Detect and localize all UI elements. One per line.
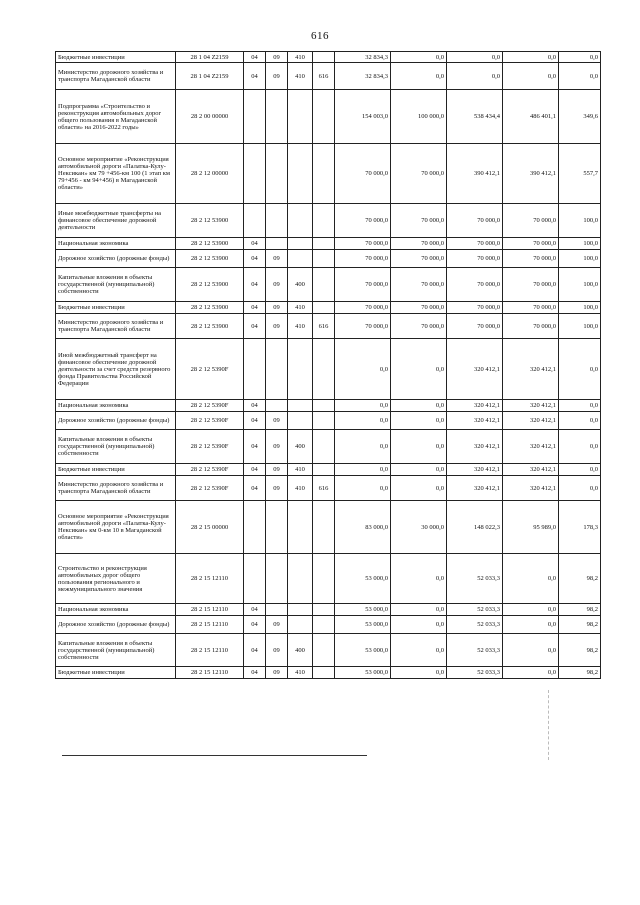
- row-value-4: 0,0: [503, 554, 559, 604]
- row-manager-code: [313, 604, 335, 616]
- row-value-1: 32 834,3: [335, 52, 391, 63]
- row-percent: 100,0: [559, 268, 601, 302]
- row-percent: 0,0: [559, 52, 601, 63]
- row-code: 28 2 12 53900: [176, 314, 244, 339]
- row-value-3: 52 033,3: [447, 634, 503, 667]
- row-percent: 100,0: [559, 314, 601, 339]
- table-row: [56, 302, 601, 314]
- row-expense-type: 410: [288, 667, 313, 679]
- row-manager-code: 616: [313, 476, 335, 501]
- row-name: Основное мероприятие «Реконструкция автомобильной дороги «Палатка-Кулу-Нексикан» км 0-км 10 в Магаданской области»: [56, 501, 176, 554]
- row-name: Бюджетные инвестиции: [56, 667, 176, 679]
- row-value-3: 52 033,3: [447, 604, 503, 616]
- row-value-1: 0,0: [335, 464, 391, 476]
- row-value-4: 0,0: [503, 634, 559, 667]
- table-row: [56, 464, 601, 476]
- row-name: Министерство дорожного хозяйства и транспорта Магаданской области: [56, 314, 176, 339]
- row-section: 04: [244, 430, 266, 464]
- row-expense-type: [288, 554, 313, 604]
- row-name: Дорожное хозяйство (дорожные фонды): [56, 616, 176, 634]
- row-name: Капитальные вложения в объекты государственной (муниципальной) собственности: [56, 430, 176, 464]
- row-value-3: 320 412,1: [447, 400, 503, 412]
- row-expense-type: 410: [288, 314, 313, 339]
- row-value-3: 390 412,1: [447, 144, 503, 204]
- row-value-2: 30 000,0: [391, 501, 447, 554]
- row-code: 28 2 15 12110: [176, 554, 244, 604]
- row-code: 28 2 15 00000: [176, 501, 244, 554]
- row-section: 04: [244, 476, 266, 501]
- row-percent: 100,0: [559, 250, 601, 268]
- row-section: 04: [244, 63, 266, 90]
- row-value-2: 0,0: [391, 412, 447, 430]
- row-section: [244, 90, 266, 144]
- row-value-2: 0,0: [391, 667, 447, 679]
- row-value-4: 320 412,1: [503, 430, 559, 464]
- row-section: 04: [244, 250, 266, 268]
- row-section: 04: [244, 412, 266, 430]
- row-code: 28 2 00 00000: [176, 90, 244, 144]
- row-subsection: 09: [266, 268, 288, 302]
- row-manager-code: [313, 144, 335, 204]
- table-row: [56, 52, 601, 63]
- row-value-3: 320 412,1: [447, 412, 503, 430]
- row-code: 28 2 12 53900: [176, 238, 244, 250]
- row-manager-code: [313, 250, 335, 268]
- row-subsection: 09: [266, 302, 288, 314]
- row-value-3: 70 000,0: [447, 204, 503, 238]
- table-row: [56, 314, 601, 339]
- row-value-1: 53 000,0: [335, 554, 391, 604]
- row-subsection: [266, 238, 288, 250]
- row-subsection: 09: [266, 52, 288, 63]
- table-row: [56, 430, 601, 464]
- row-section: 04: [244, 634, 266, 667]
- row-expense-type: 410: [288, 302, 313, 314]
- row-value-4: 95 989,0: [503, 501, 559, 554]
- table-row: [56, 400, 601, 412]
- row-percent: 349,6: [559, 90, 601, 144]
- row-code: 28 2 12 53900: [176, 268, 244, 302]
- row-value-3: 148 022,3: [447, 501, 503, 554]
- row-code: 28 2 12 53900: [176, 302, 244, 314]
- row-name: Дорожное хозяйство (дорожные фонды): [56, 412, 176, 430]
- row-value-2: 0,0: [391, 476, 447, 501]
- row-value-1: 32 834,3: [335, 63, 391, 90]
- row-subsection: 09: [266, 616, 288, 634]
- row-value-2: 0,0: [391, 616, 447, 634]
- row-manager-code: [313, 464, 335, 476]
- row-value-2: 70 000,0: [391, 250, 447, 268]
- table-row: [56, 63, 601, 90]
- table-row: [56, 144, 601, 204]
- row-expense-type: [288, 238, 313, 250]
- row-expense-type: 410: [288, 464, 313, 476]
- row-percent: 0,0: [559, 412, 601, 430]
- row-manager-code: [313, 339, 335, 400]
- row-value-2: 0,0: [391, 430, 447, 464]
- row-section: [244, 204, 266, 238]
- row-section: 04: [244, 314, 266, 339]
- row-value-1: 70 000,0: [335, 238, 391, 250]
- row-value-2: 0,0: [391, 400, 447, 412]
- row-name: Национальная экономика: [56, 604, 176, 616]
- row-value-1: 70 000,0: [335, 302, 391, 314]
- row-value-4: 0,0: [503, 63, 559, 90]
- row-expense-type: 410: [288, 476, 313, 501]
- row-value-1: 53 000,0: [335, 604, 391, 616]
- row-expense-type: [288, 501, 313, 554]
- row-section: [244, 339, 266, 400]
- row-name: Строительство и реконструкция автомобильных дорог общего пользования регионального и межмуниципального значения: [56, 554, 176, 604]
- row-percent: 98,2: [559, 667, 601, 679]
- row-expense-type: [288, 144, 313, 204]
- row-manager-code: [313, 616, 335, 634]
- row-subsection: [266, 90, 288, 144]
- row-expense-type: [288, 339, 313, 400]
- row-section: 04: [244, 604, 266, 616]
- row-subsection: 09: [266, 430, 288, 464]
- row-value-4: 486 401,1: [503, 90, 559, 144]
- row-section: [244, 144, 266, 204]
- row-value-3: 70 000,0: [447, 238, 503, 250]
- row-value-3: 70 000,0: [447, 314, 503, 339]
- row-percent: 100,0: [559, 238, 601, 250]
- row-code: 28 2 12 5390F: [176, 430, 244, 464]
- row-subsection: [266, 501, 288, 554]
- row-percent: 0,0: [559, 476, 601, 501]
- row-manager-code: [313, 634, 335, 667]
- budget-table: [55, 51, 601, 679]
- row-subsection: 09: [266, 63, 288, 90]
- row-code: 28 2 12 53900: [176, 204, 244, 238]
- row-value-3: 320 412,1: [447, 464, 503, 476]
- page-number: 616: [311, 30, 329, 42]
- row-value-2: 70 000,0: [391, 144, 447, 204]
- row-value-4: 320 412,1: [503, 476, 559, 501]
- row-percent: 98,2: [559, 604, 601, 616]
- row-value-4: 70 000,0: [503, 314, 559, 339]
- row-value-2: 70 000,0: [391, 314, 447, 339]
- row-manager-code: [313, 302, 335, 314]
- row-name: Министерство дорожного хозяйства и транспорта Магаданской области: [56, 63, 176, 90]
- row-name: Бюджетные инвестиции: [56, 464, 176, 476]
- row-value-2: 70 000,0: [391, 302, 447, 314]
- row-manager-code: [313, 238, 335, 250]
- table-row: [56, 667, 601, 679]
- row-value-3: 320 412,1: [447, 476, 503, 501]
- row-name: Дорожное хозяйство (дорожные фонды): [56, 250, 176, 268]
- row-section: 04: [244, 400, 266, 412]
- row-name: Национальная экономика: [56, 400, 176, 412]
- row-value-4: 70 000,0: [503, 268, 559, 302]
- row-code: 28 2 12 5390F: [176, 400, 244, 412]
- row-subsection: [266, 604, 288, 616]
- row-expense-type: [288, 604, 313, 616]
- row-value-1: 70 000,0: [335, 144, 391, 204]
- row-value-4: 0,0: [503, 616, 559, 634]
- row-section: 04: [244, 302, 266, 314]
- row-code: 28 2 15 12110: [176, 667, 244, 679]
- row-value-2: 70 000,0: [391, 204, 447, 238]
- row-name: Основное мероприятие «Реконструкция автомобильной дороги «Палатка-Кулу-Нексикан» км 79 +456-км 100 (1 этап км 79+456 - км 94+456) в Магаданской области»: [56, 144, 176, 204]
- row-value-2: 0,0: [391, 464, 447, 476]
- row-section: 04: [244, 268, 266, 302]
- table-row: [56, 238, 601, 250]
- row-value-4: 390 412,1: [503, 144, 559, 204]
- row-percent: 98,2: [559, 616, 601, 634]
- row-section: 04: [244, 238, 266, 250]
- table-row: [56, 412, 601, 430]
- table-row: [56, 90, 601, 144]
- row-name: Капитальные вложения в объекты государственной (муниципальной) собственности: [56, 268, 176, 302]
- row-value-2: 70 000,0: [391, 238, 447, 250]
- row-subsection: 09: [266, 464, 288, 476]
- footer-rule: [62, 755, 367, 756]
- row-value-3: 538 434,4: [447, 90, 503, 144]
- row-value-2: 0,0: [391, 604, 447, 616]
- row-name: Национальная экономика: [56, 238, 176, 250]
- row-value-4: 320 412,1: [503, 339, 559, 400]
- row-value-1: 0,0: [335, 339, 391, 400]
- row-percent: 98,2: [559, 554, 601, 604]
- row-value-4: 320 412,1: [503, 464, 559, 476]
- row-section: 04: [244, 667, 266, 679]
- row-expense-type: 410: [288, 63, 313, 90]
- row-subsection: [266, 144, 288, 204]
- table-row: [56, 476, 601, 501]
- row-code: 28 2 12 5390F: [176, 476, 244, 501]
- row-expense-type: 400: [288, 634, 313, 667]
- row-value-3: 52 033,3: [447, 616, 503, 634]
- row-expense-type: [288, 412, 313, 430]
- row-value-2: 0,0: [391, 339, 447, 400]
- row-expense-type: 400: [288, 430, 313, 464]
- row-percent: 100,0: [559, 204, 601, 238]
- row-manager-code: 616: [313, 314, 335, 339]
- row-value-2: 100 000,0: [391, 90, 447, 144]
- row-percent: 178,3: [559, 501, 601, 554]
- row-code: 28 2 12 5390F: [176, 464, 244, 476]
- row-section: 04: [244, 616, 266, 634]
- row-subsection: [266, 339, 288, 400]
- row-value-4: 0,0: [503, 604, 559, 616]
- row-expense-type: [288, 616, 313, 634]
- row-percent: 0,0: [559, 63, 601, 90]
- row-percent: 557,7: [559, 144, 601, 204]
- row-value-1: 70 000,0: [335, 314, 391, 339]
- row-value-1: 0,0: [335, 412, 391, 430]
- table-row: [56, 604, 601, 616]
- row-value-4: 70 000,0: [503, 238, 559, 250]
- row-name: Бюджетные инвестиции: [56, 302, 176, 314]
- table-row: [56, 634, 601, 667]
- row-manager-code: 616: [313, 63, 335, 90]
- row-percent: 100,0: [559, 302, 601, 314]
- scan-artifact: [548, 690, 549, 760]
- row-value-3: 0,0: [447, 63, 503, 90]
- row-name: Министерство дорожного хозяйства и транспорта Магаданской области: [56, 476, 176, 501]
- row-code: 28 1 04 Z2159: [176, 52, 244, 63]
- row-section: [244, 501, 266, 554]
- row-value-4: 320 412,1: [503, 400, 559, 412]
- row-value-1: 0,0: [335, 476, 391, 501]
- row-section: 04: [244, 464, 266, 476]
- row-expense-type: [288, 90, 313, 144]
- row-value-3: 70 000,0: [447, 268, 503, 302]
- row-value-4: 0,0: [503, 667, 559, 679]
- row-manager-code: [313, 204, 335, 238]
- row-value-3: 320 412,1: [447, 339, 503, 400]
- row-value-4: 0,0: [503, 52, 559, 63]
- row-percent: 0,0: [559, 430, 601, 464]
- row-code: 28 2 12 00000: [176, 144, 244, 204]
- row-subsection: [266, 204, 288, 238]
- row-manager-code: [313, 400, 335, 412]
- row-expense-type: [288, 204, 313, 238]
- table-row: [56, 250, 601, 268]
- row-value-2: 0,0: [391, 554, 447, 604]
- row-value-1: 53 000,0: [335, 634, 391, 667]
- row-manager-code: [313, 52, 335, 63]
- row-percent: 0,0: [559, 464, 601, 476]
- row-percent: 0,0: [559, 339, 601, 400]
- row-value-3: 320 412,1: [447, 430, 503, 464]
- row-name: Подпрограмма «Строительство и реконструкция автомобильных дорог общего пользования в Магаданской области» на 2016-2022 годы»: [56, 90, 176, 144]
- row-name: Иные межбюджетные трансферты на финансовое обеспечение дорожной деятельности: [56, 204, 176, 238]
- row-subsection: 09: [266, 412, 288, 430]
- table-row: [56, 204, 601, 238]
- row-manager-code: [313, 90, 335, 144]
- row-manager-code: [313, 501, 335, 554]
- row-value-1: 0,0: [335, 400, 391, 412]
- row-value-1: 70 000,0: [335, 204, 391, 238]
- row-expense-type: 400: [288, 268, 313, 302]
- row-subsection: [266, 400, 288, 412]
- row-value-3: 52 033,3: [447, 667, 503, 679]
- row-value-1: 83 000,0: [335, 501, 391, 554]
- row-code: 28 2 15 12110: [176, 616, 244, 634]
- row-subsection: 09: [266, 250, 288, 268]
- row-value-2: 0,0: [391, 63, 447, 90]
- row-code: 28 2 15 12110: [176, 634, 244, 667]
- row-subsection: 09: [266, 634, 288, 667]
- row-manager-code: [313, 667, 335, 679]
- table-row: [56, 554, 601, 604]
- row-value-2: 0,0: [391, 634, 447, 667]
- row-code: 28 2 12 53900: [176, 250, 244, 268]
- row-value-1: 70 000,0: [335, 250, 391, 268]
- row-code: 28 2 12 5390F: [176, 412, 244, 430]
- row-value-2: 70 000,0: [391, 268, 447, 302]
- row-subsection: 09: [266, 667, 288, 679]
- row-name: Бюджетные инвестиции: [56, 52, 176, 63]
- row-value-1: 53 000,0: [335, 667, 391, 679]
- row-value-1: 154 003,0: [335, 90, 391, 144]
- row-value-2: 0,0: [391, 52, 447, 63]
- row-value-4: 70 000,0: [503, 302, 559, 314]
- row-value-3: 70 000,0: [447, 302, 503, 314]
- row-value-3: 0,0: [447, 52, 503, 63]
- row-percent: 0,0: [559, 400, 601, 412]
- row-code: 28 2 15 12110: [176, 604, 244, 616]
- row-manager-code: [313, 412, 335, 430]
- row-expense-type: 410: [288, 52, 313, 63]
- row-value-1: 53 000,0: [335, 616, 391, 634]
- row-subsection: 09: [266, 314, 288, 339]
- table-row: [56, 268, 601, 302]
- row-manager-code: [313, 268, 335, 302]
- row-value-1: 0,0: [335, 430, 391, 464]
- row-subsection: [266, 554, 288, 604]
- row-manager-code: [313, 430, 335, 464]
- row-value-4: 70 000,0: [503, 204, 559, 238]
- table-row: [56, 339, 601, 400]
- table-row: [56, 501, 601, 554]
- row-code: 28 1 04 Z2159: [176, 63, 244, 90]
- row-name: Иной межбюджетный трансферт на финансовое обеспечение дорожной деятельности за счет средств резервного фонда Правительства Российской Федерации: [56, 339, 176, 400]
- row-code: 28 2 12 5390F: [176, 339, 244, 400]
- row-section: [244, 554, 266, 604]
- row-expense-type: [288, 250, 313, 268]
- row-value-1: 70 000,0: [335, 268, 391, 302]
- row-value-3: 52 033,3: [447, 554, 503, 604]
- row-subsection: 09: [266, 476, 288, 501]
- row-value-4: 320 412,1: [503, 412, 559, 430]
- table-row: [56, 616, 601, 634]
- row-name: Капитальные вложения в объекты государственной (муниципальной) собственности: [56, 634, 176, 667]
- row-section: 04: [244, 52, 266, 63]
- row-percent: 98,2: [559, 634, 601, 667]
- row-manager-code: [313, 554, 335, 604]
- row-value-4: 70 000,0: [503, 250, 559, 268]
- row-value-3: 70 000,0: [447, 250, 503, 268]
- row-expense-type: [288, 400, 313, 412]
